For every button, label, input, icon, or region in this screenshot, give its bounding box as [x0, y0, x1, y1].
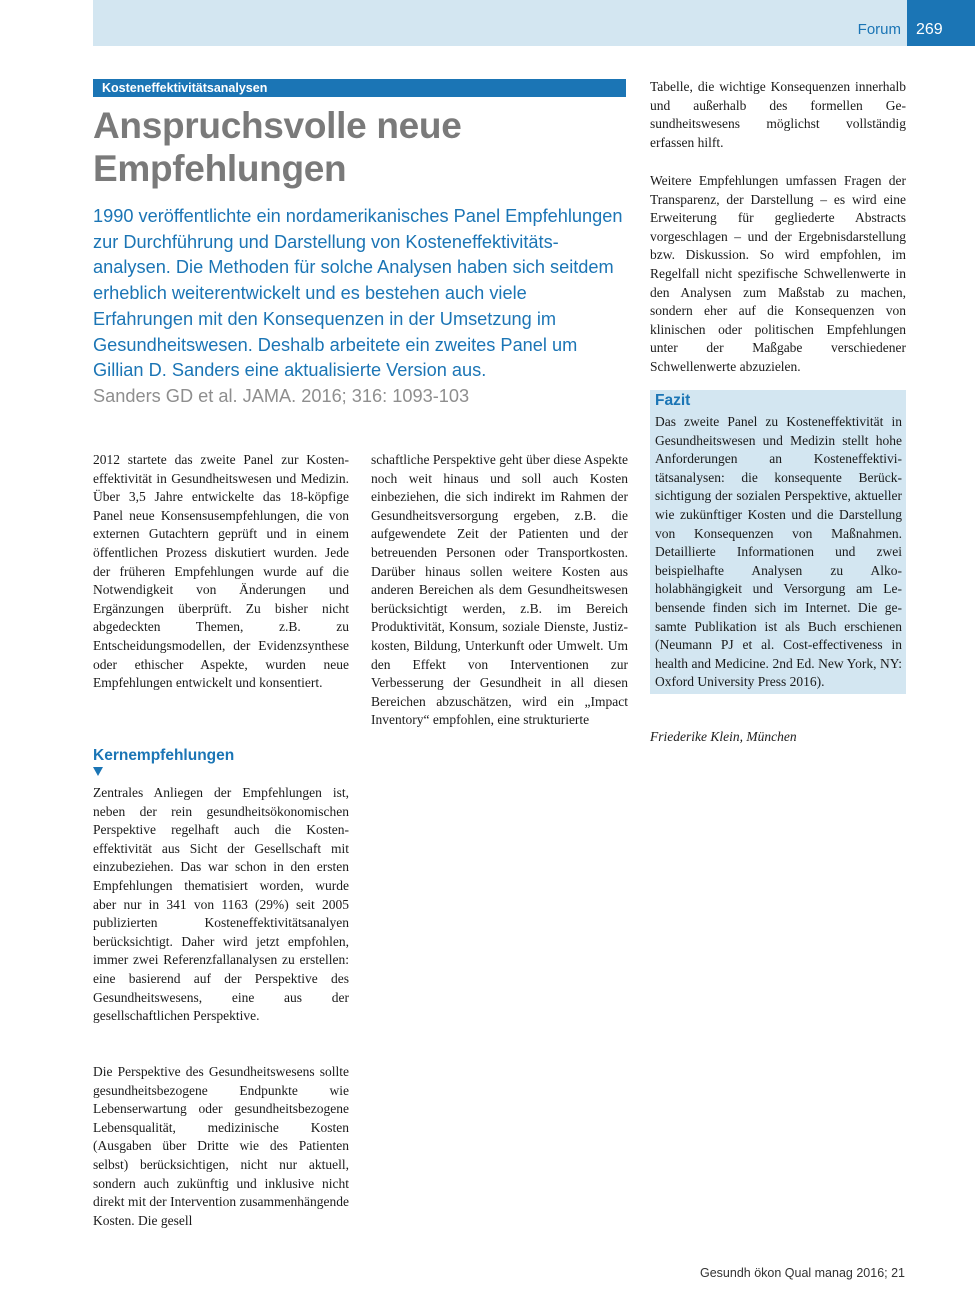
section-heading-kernempfehlungen: Kernempfehlungen	[93, 747, 235, 764]
column2-text: schaftliche Perspektive geht über diese Aspekte noch weit hinaus und soll auch Kosten einbeziehen, die sich indirekt im Rahmen der Gesundheitsversorgung ergeben, z.B. die aufgewendete Zeit der Patienten und der betreuenden Personen oder Transportkosten. Darüber hinaus sollen weitere Kosten aus anderen Bereichen als dem Gesundheitswesen berücksichtigt werden, z.B. im Bereich Produktivität, Konsum, soziale Dienste, Justizkosten, Bildung, Unterkunft oder Umwelt. Um den Effekt von Interventionen zur Verbesserung der Gesundheit in all diesen Bereichen abzuschätzen, wird ein „Impact Inventory“ empfohlen, eine strukturierte	[371, 452, 628, 728]
column3-text-2: Weitere Empfehlungen umfassen Fragen der Transparenz, der Darstellung – es wird eine Erweiterung für gegliederte Abstracts vorgeschlagen – und der Ergebnisdarstellung bzw. Diskussion. So wird empfohlen, im Regelfall nicht spezifische Schwellenwerte in den Analysen zum Maßstab zu machen, sondern eher auf die Konsequenzen von klinischen oder politischen Empfehlungen unter der Maßgabe verschiedener Schwellenwerte abzuzielen.	[650, 173, 906, 374]
section-label: Forum	[857, 21, 901, 38]
core-paragraph-2	[93, 1063, 349, 1230]
fazit-text: Das zweite Panel zu Kosteneffektivität in Gesundheitswesen und Medizin stellt hohe Anforderungen an Kosteneffektivitätsanalysen: die konsequente Berücksichtigung der sozialen Perspektive, aktueller wie zukünftiger Kosten und die Darstellung von Konsequenzen von Maßnahmen. Detaillierte Informationen und zwei beispielhafte Analysen zu Alkoholabhängigkeit und Versorgung am Lebensende finden sich im Internet. Die gesamte Publikation ist als Buch erschienen (Neumann PJ et al. Cost-effectiveness in health and Medicine. 2nd Ed. New York, NY: Oxford University Press 2016).	[655, 414, 902, 690]
page-number: 269	[907, 0, 975, 46]
journal-footer: Gesundh ökon Qual manag 2016; 21	[699, 1266, 905, 1280]
intro-paragraph	[93, 451, 349, 693]
article-kicker: Kosteneffektivitätsanalysen	[93, 79, 626, 97]
header-band	[93, 0, 907, 46]
intro-text: 2012 startete das zweite Panel zur Kosteneffektivität in Gesundheitswesen und Medizin. Über 3,5 Jahre entwickelte das 18-köpfige Panel neue Konsensusempfehlungen, die von externen Gutachtern geprüft und in einem öffentlichen Prozess diskutiert wurden. Jede der früheren Empfehlungen wurde auf die Notwendigkeit von Änderungen und Ergänzungen überprüft. Zu bisher nicht abgedeckten Themen, z.B. zu Entscheidungsmodellen, der Evidenzsynthese oder ethischer Aspekte, wurden neue Empfehlungen entwickelt und konsentiert.	[93, 452, 349, 691]
fazit-title: Fazit	[655, 392, 691, 409]
column-3-paragraph-2	[650, 172, 906, 377]
author-byline: Friederike Klein, München	[650, 729, 797, 744]
column-2	[371, 451, 628, 730]
column-3-paragraph-1	[650, 78, 906, 152]
core-text-2: Die Perspektive des Gesundheitswesens sollte gesundheitsbezogene Endpunkte wie Lebenserwartung oder gesundheitsbezogene Lebensqualität, medizinische Kosten (Ausgaben über Dritte wie des Patienten selbst) berücksichtigen, nicht nur aktuell, sondern auch zukünftig und inklusive nicht direkt mit der Intervention zusammenhängende Kosten. Die gesell	[93, 1064, 349, 1228]
column3-text-1: Tabelle, die wichtige Konsequenzen innerhalb und außerhalb des formellen Gesundheitswesens möglichst vollständig erfassen hilft.	[650, 79, 906, 150]
article-lead: 1990 veröffentlichte ein nordamerikanisches Panel Empfehlungen zur Durchführung und Darstellung von Kosteneffektivitätsanalysen. Die Methoden für solche Analysen haben sich seitdem erheblich weiterentwickelt und es bestehen auch viele Erfahrungen mit den Konsequenzen in der Umsetzung im Gesundheitswesen. Deshalb arbeitete ein zweites Panel um Gillian D. Sanders eine aktualisierte Version aus.	[93, 206, 623, 381]
article-title: Anspruchsvolle neue Empfehlungen	[93, 105, 462, 189]
article-citation: Sanders GD et al. JAMA. 2016; 316: 1093-103	[93, 386, 470, 406]
core-paragraph-1	[93, 784, 349, 1026]
triangle-down-icon	[93, 767, 103, 776]
core-text-1: Zentrales Anliegen der Empfehlungen ist, neben der rein gesundheitsökonomischen Perspektive regelhaft auch die Kosteneffektivität aus Sicht der Gesellschaft mit einzubeziehen. Das war schon in den ersten Empfehlungen thematisiert worden, wurde aber nur in 341 von 1163 (29%) seit 2005 publizierten Kosteneffektivitätsanalyen berücksichtigt. Daher wird jetzt empfohlen, immer zwei Referenzfallanalysen zu erstellen: eine basierend auf der Perspektive des Gesundheitswesens, eine aus der gesellschaftlichen Perspektive.	[93, 785, 349, 1024]
